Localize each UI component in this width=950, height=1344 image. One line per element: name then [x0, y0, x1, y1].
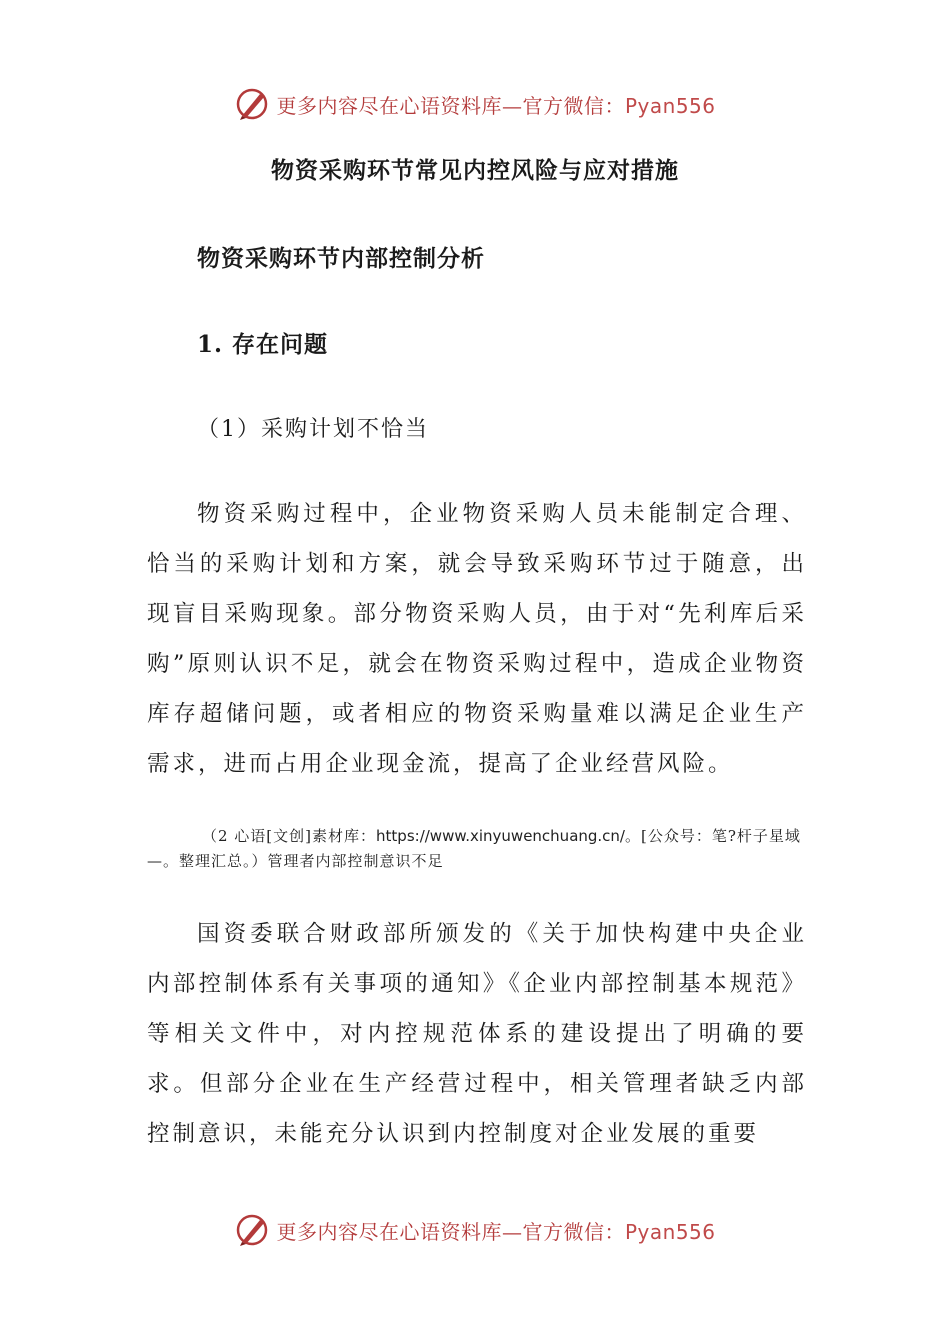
banner-text: 更多内容尽在心语资料库—官方微信：Pyan556: [276, 1219, 716, 1244]
source-url: https://www.xinyuwenchuang.cn/: [376, 827, 625, 845]
source-note: （2 心语[文创]素材库：https://www.xinyuwenchuang.cn/。[公众号：笔?杆子星域—。整理汇总。）管理者内部控制意识不足: [147, 827, 801, 870]
header-banner: [0, 82, 950, 126]
banner-text: 更多内容尽在心语资料库—官方微信：Pyan556: [276, 93, 716, 118]
paragraph-internal-control: 国资委联合财政部所颁发的《关于加快构建中央企业内部控制体系有关事项的通知》《企业内部控制基本规范》等相关文件中，对内控规范体系的建设提出了明确的要求。但部分企业在生产经营过程中，相关管理者缺乏内部控制意识，未能充分认识到内控制度对企业发展的重要: [147, 921, 807, 1147]
wechat-handle: Pyan556: [624, 93, 716, 118]
footer-banner: [0, 1208, 950, 1252]
subsection-heading: 1. 存在问题: [197, 331, 329, 358]
document-title: 物资采购环节常见内控风险与应对措施: [271, 157, 679, 184]
pen-logo-icon: [234, 1212, 270, 1248]
section-heading: 物资采购环节内部控制分析: [197, 245, 485, 272]
pen-logo-icon: [234, 86, 270, 122]
item-heading: （1）采购计划不恰当: [197, 417, 429, 442]
paragraph-procurement-plan: 物资采购过程中，企业物资采购人员未能制定合理、恰当的采购计划和方案，就会导致采购环节过于随意，出现盲目采购现象。部分物资采购人员，由于对“先利库后采购”原则认识不足，就会在物资采购过程中，造成企业物资库存超储问题，或者相应的物资采购量难以满足企业生产需求，进而占用企业现金流，提高了企业经营风险。: [147, 501, 807, 777]
wechat-handle: Pyan556: [624, 1219, 716, 1244]
